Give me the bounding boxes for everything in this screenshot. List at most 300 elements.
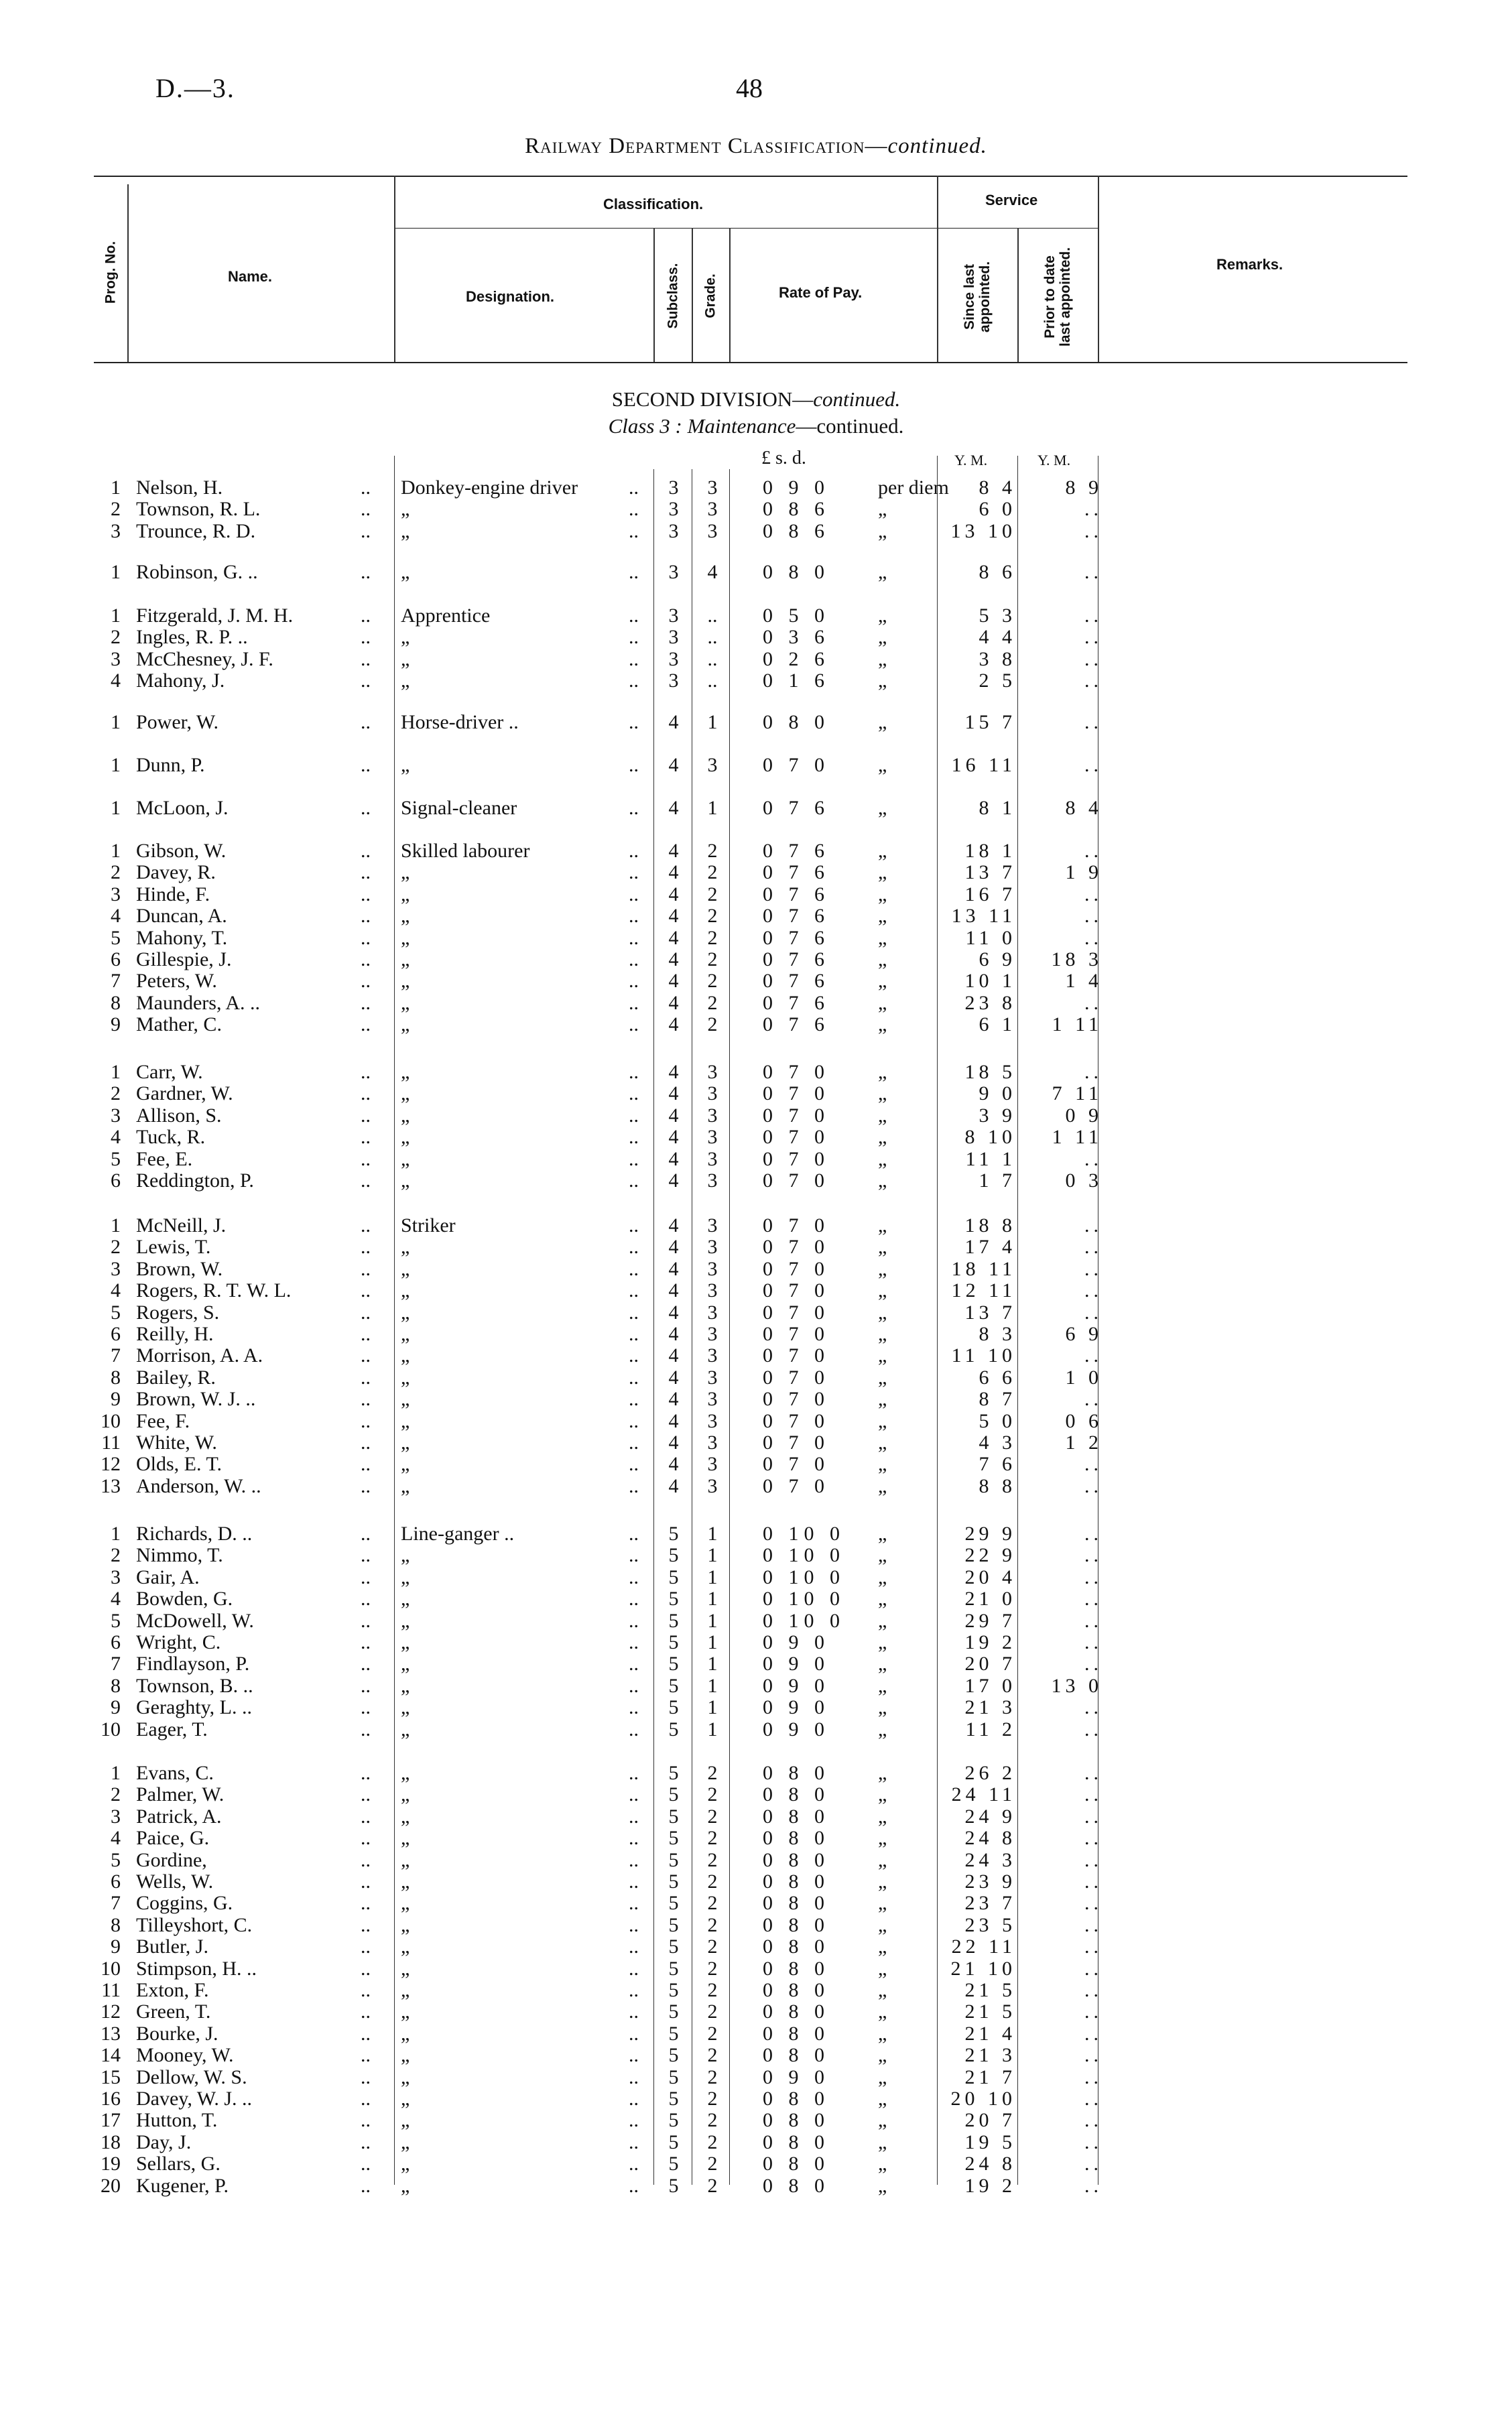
cell-unit: „	[878, 1805, 887, 1828]
cell-no: 5	[111, 927, 121, 949]
cell-prior: 1 4	[1065, 970, 1102, 992]
table-row	[0, 970, 1512, 992]
leader-dots: ..	[361, 1805, 371, 1828]
leader-dots: ..	[629, 711, 639, 733]
cell-sub: 4	[668, 1344, 679, 1367]
cell-name: McNeill, J.	[136, 1214, 227, 1236]
leader-dots: ..	[629, 1523, 639, 1545]
cell-grade: 2	[707, 1849, 718, 1871]
cell-desig: Skilled labourer	[401, 840, 530, 862]
cell-grade: ..	[707, 626, 718, 648]
table-row	[0, 2153, 1512, 2175]
cell-desig: „	[401, 861, 410, 883]
cell-desig: „	[401, 948, 410, 970]
leader-dots: ..	[629, 1082, 639, 1104]
cell-name: Duncan, A.	[136, 905, 227, 927]
leader-dots: ..	[629, 2000, 639, 2023]
leader-dots: ..	[361, 2088, 371, 2110]
table-row	[0, 798, 1512, 819]
cell-desig: „	[401, 1104, 410, 1127]
cell-sub: 5	[668, 1653, 679, 1675]
cell-name: Rogers, S.	[136, 1301, 220, 1324]
cell-since: 18 11	[951, 1258, 1016, 1280]
cell-unit: „	[878, 883, 887, 905]
cell-unit: „	[878, 1892, 887, 1914]
cell-sub: 4	[668, 1323, 679, 1345]
cell-pay: 0 8 0	[763, 561, 830, 583]
cell-pay: 0 8 6	[763, 520, 830, 542]
cell-unit: „	[878, 2153, 887, 2175]
cell-since: 22 9	[964, 1544, 1016, 1566]
cell-unit: „	[878, 1958, 887, 1980]
leader-dots: ..	[361, 626, 371, 648]
cell-grade: 2	[707, 1914, 718, 1936]
cell-desig: „	[401, 1914, 410, 1936]
leader-dots: ..	[361, 1653, 371, 1675]
cell-unit: „	[878, 1388, 887, 1410]
leader-dots: ..	[361, 2175, 371, 2197]
cell-unit: „	[878, 2044, 887, 2066]
cell-unit: „	[878, 1588, 887, 1610]
cell-unit: „	[878, 2175, 887, 2197]
cell-name: Mahony, J.	[136, 670, 225, 692]
cell-name: Evans, C.	[136, 1762, 214, 1784]
cell-unit: „	[878, 2088, 887, 2110]
cell-sub: 5	[668, 2131, 679, 2153]
cell-grade: 2	[707, 948, 718, 970]
cell-no: 8	[111, 992, 121, 1014]
cell-no: 9	[111, 1935, 121, 1958]
cell-grade: 3	[707, 477, 718, 499]
cell-since: 21 5	[964, 1979, 1016, 2001]
cell-no: 6	[111, 1870, 121, 1893]
cell-pay: 0 8 0	[763, 1827, 830, 1849]
cell-pay: 0 7 6	[763, 948, 830, 970]
cell-since: 20 10	[950, 2088, 1016, 2110]
cell-no: 7	[111, 970, 121, 992]
cell-unit: „	[878, 1258, 887, 1280]
cell-no: 9	[111, 1013, 121, 1035]
cell-desig: „	[401, 1566, 410, 1588]
cell-no: 3	[111, 1566, 121, 1588]
cell-no: 1	[111, 754, 121, 776]
cell-sub: 5	[668, 1544, 679, 1566]
cell-pay: 0 7 0	[763, 1344, 830, 1367]
leader-dots: ..	[629, 992, 639, 1014]
cell-no: 13	[101, 2023, 121, 2045]
cell-name: Peters, W.	[136, 970, 217, 992]
col-head-subclass: Subclass.	[665, 263, 681, 329]
cell-no: 2	[111, 1082, 121, 1104]
cell-no: 1	[111, 840, 121, 862]
table-row	[0, 1302, 1512, 1324]
cell-since: 13 7	[964, 861, 1016, 883]
table-row	[0, 1784, 1512, 1805]
cell-grade: 2	[707, 1935, 718, 1958]
col-head-name: Name.	[228, 268, 273, 285]
cell-since: 8 10	[964, 1126, 1016, 1148]
cell-pay: 0 7 0	[763, 1169, 830, 1192]
cell-pay: 0 8 0	[763, 1805, 830, 1828]
table-row	[0, 1610, 1512, 1632]
leader-dots: ..	[361, 1523, 371, 1545]
cell-unit: „	[878, 754, 887, 776]
cell-sub: 4	[668, 948, 679, 970]
cell-unit: „	[878, 1013, 887, 1035]
page-number: 48	[736, 73, 763, 103]
cell-grade: 3	[707, 498, 718, 520]
cell-sub: 4	[668, 1367, 679, 1389]
leader-dots: ..	[361, 711, 371, 733]
table-row	[0, 1170, 1512, 1192]
cell-unit: „	[878, 1849, 887, 1871]
cell-no: 10	[101, 1958, 121, 1980]
cell-no: 16	[101, 2088, 121, 2110]
cell-no: 1	[111, 1762, 121, 1784]
leader-dots: ..	[361, 1827, 371, 1849]
leader-dots: ..	[629, 498, 639, 520]
cell-since: 13 10	[950, 520, 1016, 542]
cell-grade: 1	[707, 1675, 718, 1697]
cell-desig: „	[401, 1870, 410, 1893]
cell-unit: „	[878, 970, 887, 992]
leader-dots: ..	[361, 1696, 371, 1718]
cell-sub: 4	[668, 992, 679, 1014]
cell-sub: 5	[668, 2023, 679, 2045]
prior-units: Y. M.	[1037, 452, 1071, 468]
leader-dots: ..	[629, 1566, 639, 1588]
cell-pay: 0 8 0	[763, 2131, 830, 2153]
leader-dots: ..	[361, 1544, 371, 1566]
cell-sub: 4	[668, 1453, 679, 1475]
leader-dots: ..	[629, 626, 639, 648]
cell-sub: 5	[668, 2066, 679, 2088]
cell-grade: 3	[707, 754, 718, 776]
col-divider-pay	[937, 176, 938, 362]
cell-pay: 0 10 0	[763, 1544, 845, 1566]
cell-sub: 5	[668, 1805, 679, 1828]
cell-since: 20 4	[964, 1566, 1016, 1588]
cell-name: Nelson, H.	[136, 477, 223, 499]
leader-dots: ..	[629, 948, 639, 970]
cell-desig: „	[401, 2088, 410, 2110]
leader-dots: ..	[629, 1367, 639, 1389]
cell-prior: ..	[1084, 1566, 1102, 1588]
cell-sub: 3	[668, 648, 679, 670]
cell-grade: 1	[707, 1610, 718, 1632]
cell-name: Butler, J.	[136, 1935, 208, 1958]
cell-sub: 5	[668, 1566, 679, 1588]
leader-dots: ..	[361, 1126, 371, 1148]
cell-sub: 4	[668, 1258, 679, 1280]
cell-name: Ingles, R. P. ..	[136, 626, 248, 648]
cell-no: 6	[111, 948, 121, 970]
cell-name: Kugener, P.	[136, 2175, 229, 2197]
leader-dots: ..	[361, 1214, 371, 1236]
cell-grade: 3	[707, 1453, 718, 1475]
cell-desig: „	[401, 1762, 410, 1784]
cell-since: 17 0	[964, 1675, 1016, 1697]
leader-dots: ..	[629, 970, 639, 992]
leader-dots: ..	[629, 2088, 639, 2110]
cell-unit: „	[878, 1410, 887, 1432]
cell-desig: „	[401, 2023, 410, 2045]
cell-sub: 4	[668, 1061, 679, 1083]
cell-unit: „	[878, 1301, 887, 1324]
cell-prior: ..	[1084, 626, 1102, 648]
table-row	[0, 1062, 1512, 1083]
cell-pay: 0 10 0	[763, 1588, 845, 1610]
cell-name: Reilly, H.	[136, 1323, 214, 1345]
cell-no: 4	[111, 905, 121, 927]
leader-dots: ..	[361, 1169, 371, 1192]
cell-prior: ..	[1084, 1935, 1102, 1958]
leader-dots: ..	[361, 1892, 371, 1914]
cell-prior: 1 11	[1052, 1013, 1102, 1035]
leader-dots: ..	[629, 1388, 639, 1410]
cell-unit: „	[878, 1126, 887, 1148]
cell-no: 5	[111, 1148, 121, 1170]
leader-dots: ..	[629, 1061, 639, 1083]
cell-no: 2	[111, 861, 121, 883]
cell-unit: „	[878, 1169, 887, 1192]
cell-name: Sellars, G.	[136, 2153, 220, 2175]
cell-unit: „	[878, 1453, 887, 1475]
leader-dots: ..	[361, 2153, 371, 2175]
cell-name: Power, W.	[136, 711, 218, 733]
col-divider-since	[1017, 228, 1019, 362]
leader-dots: ..	[361, 1432, 371, 1454]
table-row	[0, 2110, 1512, 2131]
cell-sub: 5	[668, 2153, 679, 2175]
cell-grade: ..	[707, 605, 718, 627]
cell-since: 6 9	[979, 948, 1016, 970]
leader-dots: ..	[361, 905, 371, 927]
cell-desig: „	[401, 2000, 410, 2023]
leader-dots: ..	[629, 1958, 639, 1980]
cell-no: 9	[111, 1388, 121, 1410]
cell-desig: „	[401, 2131, 410, 2153]
cell-no: 3	[111, 1104, 121, 1127]
leader-dots: ..	[361, 648, 371, 670]
cell-since: 10 1	[964, 970, 1016, 992]
cell-sub: 4	[668, 970, 679, 992]
cell-pay: 0 9 0	[763, 1696, 830, 1718]
cell-no: 13	[101, 1475, 121, 1497]
cell-desig: „	[401, 883, 410, 905]
leader-dots: ..	[361, 561, 371, 583]
cell-desig: „	[401, 1979, 410, 2001]
cell-desig: „	[401, 754, 410, 776]
cell-pay: 0 8 0	[763, 2175, 830, 2197]
cell-grade: 1	[707, 1653, 718, 1675]
cell-name: Mather, C.	[136, 1013, 222, 1035]
leader-dots: ..	[361, 1453, 371, 1475]
leader-dots: ..	[629, 1544, 639, 1566]
table-row	[0, 521, 1512, 542]
cell-name: Dellow, W. S.	[136, 2066, 247, 2088]
leader-dots: ..	[629, 797, 639, 819]
cell-pay: 0 2 6	[763, 648, 830, 670]
cell-no: 7	[111, 1344, 121, 1367]
cell-sub: 4	[668, 1148, 679, 1170]
cell-since: 6 0	[979, 498, 1016, 520]
leader-dots: ..	[361, 948, 371, 970]
cell-prior: ..	[1084, 1849, 1102, 1871]
cell-name: Fitzgerald, J. M. H.	[136, 605, 294, 627]
cell-pay: 0 7 0	[763, 1104, 830, 1127]
cell-sub: 3	[668, 561, 679, 583]
cell-grade: 2	[707, 905, 718, 927]
cell-prior: ..	[1084, 1588, 1102, 1610]
col-head-prior: Prior to date last appointed.	[1042, 247, 1073, 347]
cell-unit: „	[878, 2131, 887, 2153]
cell-prior: ..	[1084, 1061, 1102, 1083]
cell-desig: „	[401, 1958, 410, 1980]
cell-no: 3	[111, 1805, 121, 1828]
table-row	[0, 755, 1512, 776]
cell-pay: 0 8 0	[763, 2109, 830, 2131]
cell-name: Carr, W.	[136, 1061, 203, 1083]
cell-grade: 2	[707, 2153, 718, 2175]
cell-grade: 2	[707, 1979, 718, 2001]
division-heading	[0, 387, 1512, 411]
cell-desig: „	[401, 1805, 410, 1828]
leader-dots: ..	[361, 754, 371, 776]
cell-grade: 3	[707, 1061, 718, 1083]
cell-prior: 18 3	[1051, 948, 1102, 970]
cell-unit: „	[878, 605, 887, 627]
cell-grade: 2	[707, 2175, 718, 2197]
leader-dots: ..	[629, 1805, 639, 1828]
leader-dots: ..	[361, 883, 371, 905]
cell-sub: 4	[668, 927, 679, 949]
cell-grade: 2	[707, 2066, 718, 2088]
leader-dots: ..	[361, 670, 371, 692]
cell-no: 6	[111, 1169, 121, 1192]
cell-sub: 4	[668, 1082, 679, 1104]
cell-grade: 2	[707, 1783, 718, 1805]
cell-pay: 0 9 0	[763, 1718, 830, 1740]
cell-prior: 0 9	[1065, 1104, 1102, 1127]
cell-no: 10	[101, 1718, 121, 1740]
cell-desig: „	[401, 1082, 410, 1104]
cell-pay: 0 7 0	[763, 1279, 830, 1301]
cell-unit: „	[878, 1367, 887, 1389]
cell-desig: „	[401, 670, 410, 692]
cell-no: 4	[111, 1126, 121, 1148]
cell-pay: 0 8 0	[763, 1870, 830, 1893]
cell-sub: 5	[668, 1827, 679, 1849]
leader-dots: ..	[629, 1696, 639, 1718]
cell-no: 2	[111, 1544, 121, 1566]
cell-since: 11 10	[951, 1344, 1016, 1367]
cell-desig: Signal-cleaner	[401, 797, 517, 819]
cell-no: 12	[101, 2000, 121, 2023]
table-row	[0, 1523, 1512, 1545]
table-row	[0, 1806, 1512, 1828]
cell-name: Wells, W.	[136, 1870, 214, 1893]
leader-dots: ..	[629, 840, 639, 862]
cell-prior: ..	[1084, 927, 1102, 949]
cell-unit: „	[878, 2109, 887, 2131]
cell-since: 3 8	[979, 648, 1016, 670]
cell-sub: 5	[668, 1783, 679, 1805]
cell-since: 13 7	[964, 1301, 1016, 1324]
leader-dots: ..	[361, 970, 371, 992]
cell-pay: 0 8 0	[763, 711, 830, 733]
division-name: SECOND DIVISION—	[611, 387, 814, 411]
classification-rule	[394, 228, 937, 229]
cell-name: Paice, G.	[136, 1827, 210, 1849]
leader-dots: ..	[361, 1675, 371, 1697]
leader-dots: ..	[361, 797, 371, 819]
cell-name: Allison, S.	[136, 1104, 222, 1127]
cell-grade: 2	[707, 2023, 718, 2045]
leader-dots: ..	[629, 1675, 639, 1697]
cell-sub: 5	[668, 1523, 679, 1545]
cell-prior: 8 9	[1065, 477, 1102, 499]
cell-grade: 2	[707, 927, 718, 949]
cell-pay: 0 7 0	[763, 1126, 830, 1148]
cell-prior: ..	[1084, 605, 1102, 627]
cell-name: Robinson, G. ..	[136, 561, 258, 583]
cell-grade: 1	[707, 1523, 718, 1545]
cell-prior: ..	[1084, 2023, 1102, 2045]
cell-desig: „	[401, 1279, 410, 1301]
cell-since: 19 2	[964, 1631, 1016, 1653]
cell-name: Trounce, R. D.	[136, 520, 256, 542]
leader-dots: ..	[361, 1475, 371, 1497]
leader-dots: ..	[629, 1979, 639, 2001]
cell-prior: ..	[1084, 670, 1102, 692]
cell-prior: 7 11	[1052, 1082, 1102, 1104]
cell-sub: 4	[668, 1013, 679, 1035]
cell-unit: „	[878, 1762, 887, 1784]
cell-grade: 3	[707, 1475, 718, 1497]
cell-name: Patrick, A.	[136, 1805, 222, 1828]
leader-dots: ..	[361, 1762, 371, 1784]
cell-grade: 3	[707, 1388, 718, 1410]
cell-unit: „	[878, 2023, 887, 2045]
cell-sub: 5	[668, 1979, 679, 2001]
cell-prior: ..	[1084, 2175, 1102, 2197]
cell-pay: 0 7 0	[763, 1388, 830, 1410]
cell-pay: 0 7 6	[763, 797, 830, 819]
cell-pay: 0 8 0	[763, 2023, 830, 2045]
cell-prior: ..	[1084, 1979, 1102, 2001]
table-row	[0, 562, 1512, 583]
table-row	[0, 2045, 1512, 2066]
cell-desig: „	[401, 1367, 410, 1389]
cell-since: 18 1	[964, 840, 1016, 862]
cell-prior: ..	[1084, 1453, 1102, 1475]
cell-name: Townson, R. L.	[136, 498, 261, 520]
cell-unit: „	[878, 1696, 887, 1718]
cell-name: Exton, F.	[136, 1979, 209, 2001]
cell-grade: 2	[707, 1892, 718, 1914]
leader-dots: ..	[629, 1653, 639, 1675]
cell-pay: 0 5 0	[763, 605, 830, 627]
cell-no: 2	[111, 626, 121, 648]
cell-prior: ..	[1084, 1344, 1102, 1367]
cell-pay: 0 8 0	[763, 1762, 830, 1784]
cell-desig: „	[401, 2153, 410, 2175]
cell-prior: ..	[1084, 1631, 1102, 1653]
cell-since: 8 8	[979, 1475, 1016, 1497]
document-code: D.—3.	[155, 73, 235, 103]
leader-dots: ..	[361, 1958, 371, 1980]
